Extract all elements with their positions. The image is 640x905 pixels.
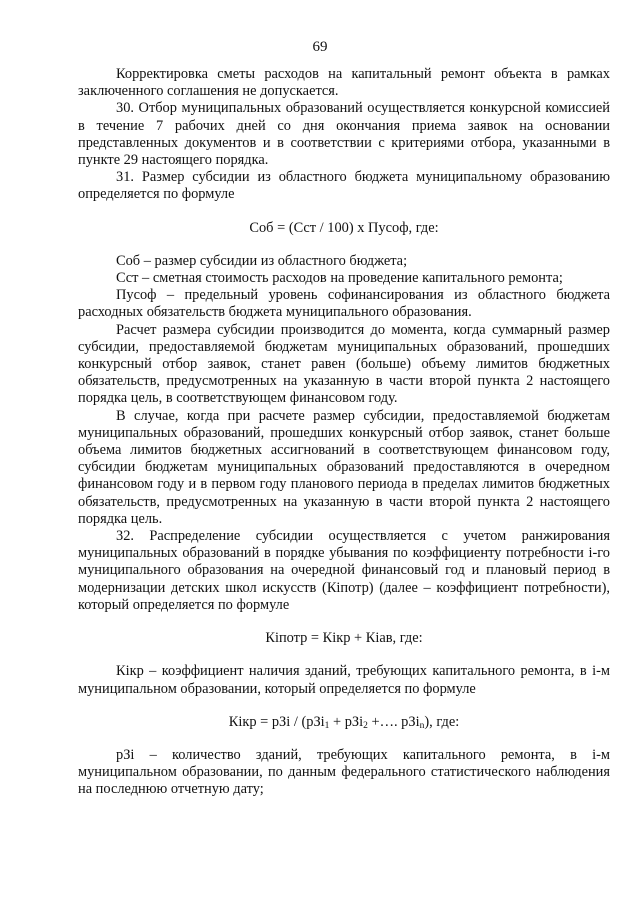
paragraph: Соб – размер субсидии из областного бюджета; [116, 252, 408, 269]
paragraph: Расчет размера субсидии производится до момента, когда суммарный размер субсидии, предоставляемой бюджетам муниципальных образований, прошедших конкурсный отбор заявок, станет равен (больше) объему лимитов бюджетных обязательств, предусмотренных на указанную в части второй пункта 2 настоящего порядка цель, в соответствующем финансовом году. [78, 321, 610, 407]
formula-part: +…. рЗi [367, 713, 420, 730]
formula-subscript: n [419, 720, 425, 731]
formula-subsidy: Соб = (Сст / 100) х Пусоф, где: [249, 219, 439, 236]
formula-subscript: 2 [363, 720, 368, 731]
paragraph: Корректировка сметы расходов на капитальный ремонт объекта в рамках заключенного соглашения не допускается. [78, 66, 610, 100]
page-number: 69 [312, 39, 328, 55]
formula-part: ), где: [424, 713, 460, 730]
formula-part: Кiкр = рЗi / (рЗi [228, 713, 325, 730]
paragraph: Кiкр – коэффициент наличия зданий, требующих капитального ремонта, в i-м муниципальном образовании, который определяется по формуле [78, 663, 610, 697]
paragraph: В случае, когда при расчете размер субсидии, предоставляемой бюджетам муниципальных образований, прошедших конкурсный отбор заявок, станет больше объема лимитов бюджетных ассигнований в соответствующем финансовом году, субсидии бюджетам муниципальных образований предоставляются в очередном финансовом году и в первом году планового периода в пределах лимитов бюджетных обязательств, предусмотренных на указанную в части второй пункта 2 настоящего порядка цель. [78, 407, 610, 527]
formula-part: + рЗi [329, 713, 364, 730]
paragraph: 32. Распределение субсидии осуществляется с учетом ранжирования муниципальных образований в порядке убывания по коэффициенту потребности i-го муниципального образования на очередной финансовый год и плановый период в модернизации детских школ искусств (Кiпотр) (далее – коэффициент потребности), который определяется по формуле [78, 528, 610, 613]
paragraph: рЗi – количество зданий, требующих капитального ремонта, в i-м муниципальном образовании, по данным федерального статистического наблюдения на последнюю отчетную дату; [78, 746, 610, 798]
formula-need-coefficient: Кiпотр = Кiкр + Кiав, где: [265, 630, 423, 647]
document-body [78, 66, 610, 799]
paragraph: 30. Отбор муниципальных образований осуществляется конкурсной комиссией в течение 7 рабочих дней со дня окончания приема заявок на основании представленных документов и в соответствии с критериями отбора, указанными в пункте 29 настоящего порядка. [78, 100, 610, 169]
formula-subscript: 1 [324, 720, 330, 731]
paragraph: Пусоф – предельный уровень софинансирования из областного бюджета расходных обязательств бюджета муниципального образования. [78, 287, 610, 321]
paragraph: Сст – сметная стоимость расходов на проведение капитального ремонта; [116, 270, 563, 287]
paragraph: 31. Размер субсидии из областного бюджета муниципальному образованию определяется по формуле [78, 169, 610, 203]
formula-repair-coefficient [78, 714, 610, 731]
